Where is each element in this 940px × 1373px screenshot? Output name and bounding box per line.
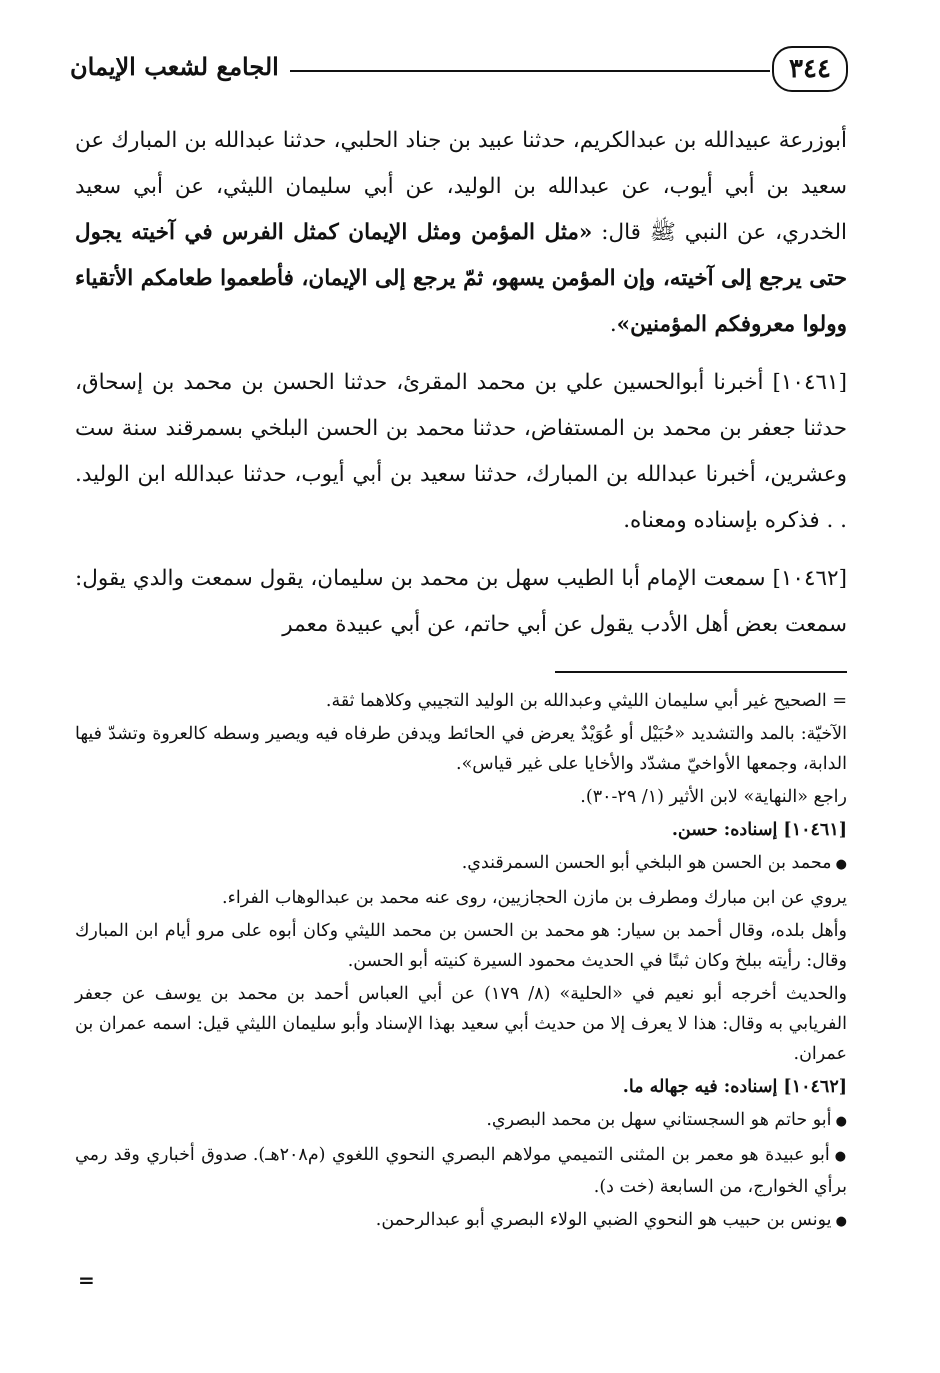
footnote-line: الآخيّة: بالمد والتشديد «حُبَيْل أو عُوَيْدٌ يعرض في الحائط ويدفن طرفاه فيه ويصير وسطه كالعروة وتشدّ فيها الدابة، وجمعها الأواخيّ مشدّد والأخايا على غير قياس». xyxy=(75,724,847,774)
page-number: ٣٤٤ xyxy=(772,46,848,92)
footnotes xyxy=(75,686,847,1240)
footnote-bullet: ● أبو حاتم هو السجستاني سهل بن محمد البصري. xyxy=(75,1105,847,1137)
footnote-line: وأهل بلده، وقال أحمد بن سيار: هو محمد بن الحسن بن محمد الليثي وكان أبوه على مرو أيام ابن المبارك وقال: رأيته ببلخ وكان ثبتًا في الحديث محمود السيرة كنيته أبو الحسن. xyxy=(75,921,847,971)
paragraph-10462: [١٠٤٦٢] سمعت الإمام أبا الطيب سهل بن محمد بن سليمان، يقول سمعت والدي يقول: سمعت بعض أهل الأدب يقول عن أبي حاتم، عن أبي عبيدة معمر xyxy=(75,566,847,637)
footnote-heading: [١٠٤٦٢] إسناده: فيه جهاله ما. xyxy=(622,1077,847,1097)
continuation-mark: = xyxy=(78,1268,95,1292)
footnote-bullet: ● يونس بن حبيب هو النحوي الضبي الولاء البصري أبو عبدالرحمن. xyxy=(75,1205,847,1237)
main-text xyxy=(75,118,847,660)
page-header xyxy=(70,42,850,98)
paragraph-10461: [١٠٤٦١] أخبرنا أبوالحسين علي بن محمد المقرئ، حدثنا الحسن بن محمد بن إسحاق، حدثنا جعفر بن محمد بن المستفاض، حدثنا محمد بن الحسن البلخي بسمرقند سنة ست وعشرين، أخبرنا عبدالله بن المبارك، حدثنا سعيد بن أبي أيوب، حدثنا عبدالله ابن الوليد. . . فذكره بإسناده ومعناه. xyxy=(75,370,847,533)
footnote-line: = الصحيح غير أبي سليمان الليثي وعبدالله بن الوليد التجيبي وكلاهما ثقة. xyxy=(325,691,847,711)
paragraph-1 xyxy=(75,118,847,348)
hadith-text: «مثل المؤمن ومثل الإيمان كمثل الفرس في آخيته يجول حتى يرجع إلى آخيته، وإن المؤمن يسهو، ثمّ يرجع إلى الإيمان، فأطعموا طعامكم الأتقياء وولوا معروفكم المؤمنين» xyxy=(75,220,847,337)
footnote-bullet: ● محمد بن الحسن هو البلخي أبو الحسن السمرقندي. xyxy=(75,848,847,880)
footnote-bullet: ● أبو عبيدة هو معمر بن المثنى التميمي مولاهم البصري النحوي اللغوي (م٢٠٨هـ). صدوق أخباري وقد رمي برأي الخوارج، من السابعة (خت د). xyxy=(75,1140,847,1202)
footnote-rule xyxy=(555,671,847,673)
footnote-line: راجع «النهاية» لابن الأثير (١/ ٢٩-٣٠). xyxy=(580,787,847,807)
footnote-line: والحديث أخرجه أبو نعيم في «الحلية» (٨/ ١٧٩) عن أبي العباس أحمد بن محمد بن يوسف عن جعفر الفريابي به وقال: هذا لا يعرف إلا من حديث أبي سعيد بهذا الإسناد وأبو سليمان الليثي قيل: اسمه عمران بن عمران. xyxy=(75,984,848,1064)
running-title: الجامع لشعب الإيمان xyxy=(70,52,279,81)
paragraph-1-chain: أبوزرعة عبيدالله بن عبدالكريم، حدثنا عبيد بن جناد الحلبي، حدثنا عبدالله بن المبارك عن سعيد بن أبي أيوب، عن عبدالله بن الوليد، عن أبي سليمان الليثي، عن أبي سعيد الخدري، عن النبي ﷺ قال: xyxy=(75,128,847,245)
footnote-heading: [١٠٤٦١] إسناده: حسن. xyxy=(671,820,847,840)
footnote-line: يروي عن ابن مبارك ومطرف بن مازن الحجازيين، روى عنه محمد بن عبدالوهاب الفراء. xyxy=(222,888,847,908)
paragraph-1-end: . xyxy=(609,312,617,337)
header-rule xyxy=(290,70,770,72)
